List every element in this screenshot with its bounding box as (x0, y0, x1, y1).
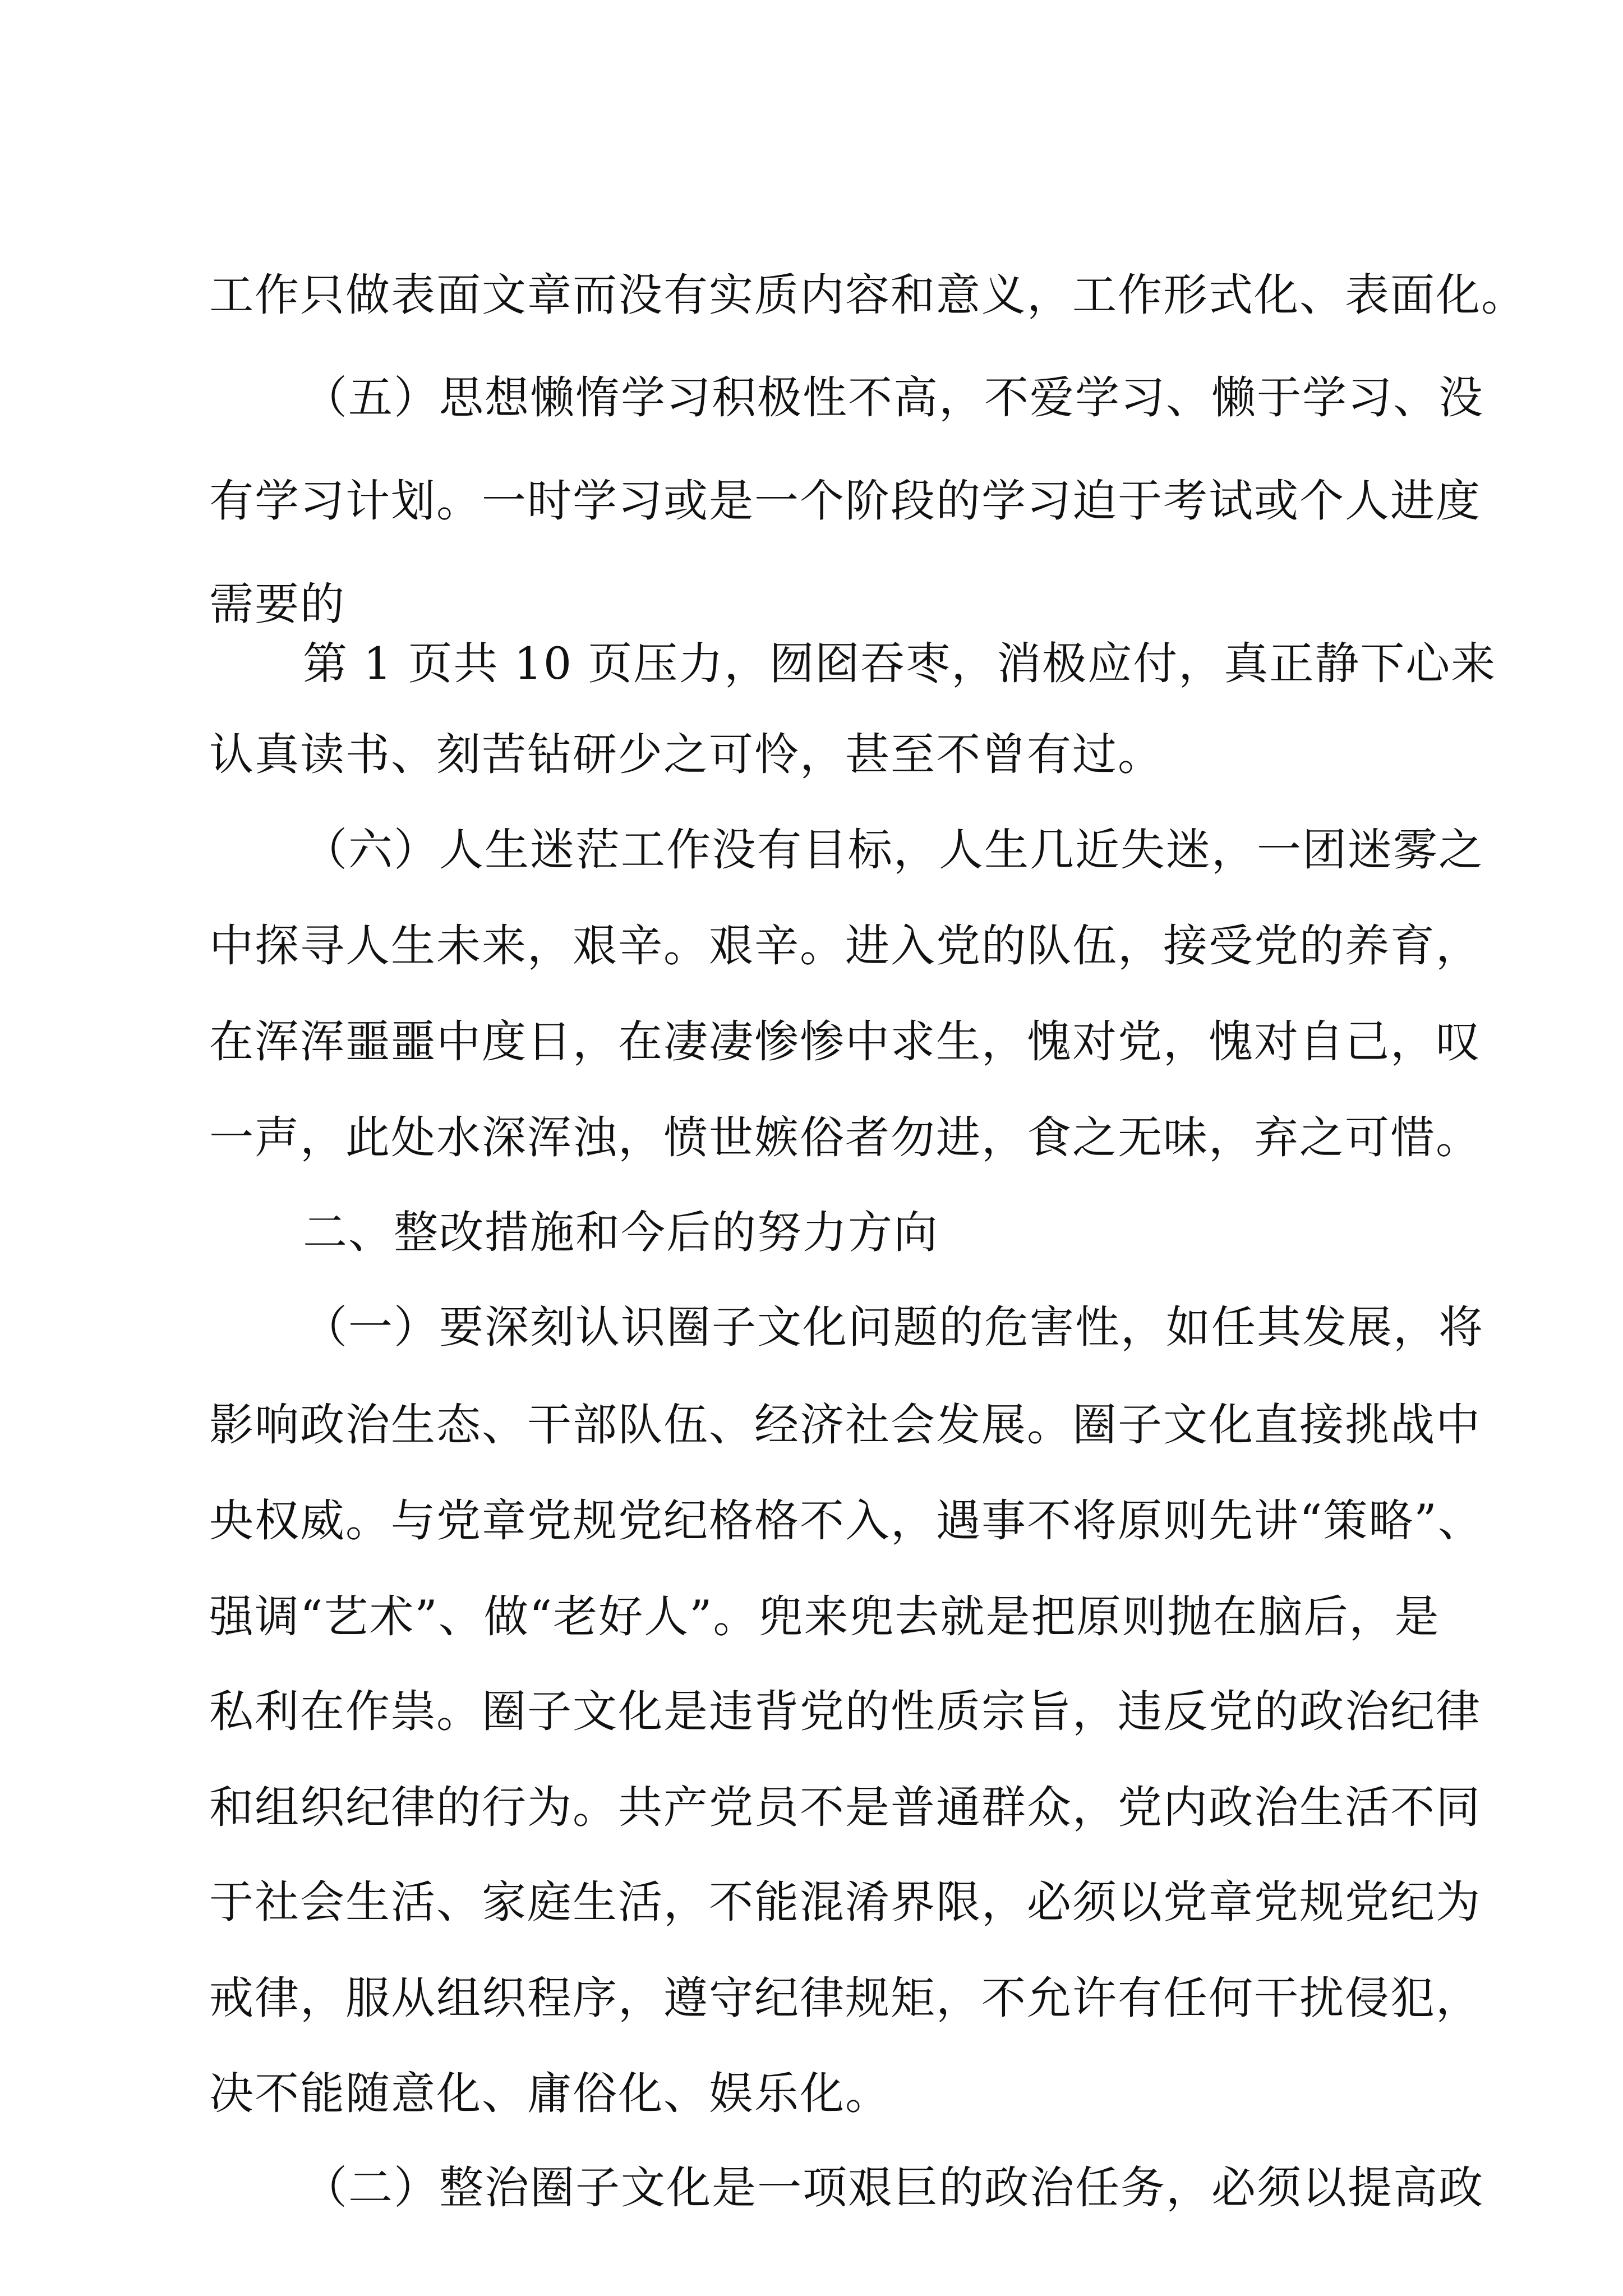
section-heading: 二、整改措施和今后的努力方向 (303, 1207, 939, 1258)
text-line: 强调“艺术”、做“老好人”。兜来兜去就是把原则抛在脑后，是 (209, 1591, 1440, 1642)
text-line: 央权威。与党章党规党纪格格不入，遇事不将原则先讲“策略”、 (209, 1495, 1483, 1547)
text-line: 和组织纪律的行为。共产党员不是普通群众，党内政治生活不同 (209, 1782, 1481, 1833)
text-line: 中探寻人生未来，艰辛。艰辛。进入党的队伍，接受党的养育， (209, 920, 1481, 972)
text-line: 于社会生活、家庭生活，不能混淆界限，必须以党章党规党纪为 (209, 1876, 1481, 1928)
text-line: （二）整治圈子文化是一项艰巨的政治任务，必须以提高政 (303, 2162, 1484, 2214)
text-line: 在浑浑噩噩中度日，在凄凄惨惨中求生，愧对党，愧对自己，叹 (209, 1016, 1481, 1068)
text-line: 有学习计划。一时学习或是一个阶段的学习迫于考试或个人进度 (209, 475, 1481, 527)
text-line: 第 1 页共 10 页压力，囫囵吞枣，消极应付，真正静下心来 (303, 638, 1497, 689)
text-line: （一）要深刻认识圈子文化问题的危害性，如任其发展，将 (303, 1301, 1484, 1353)
text-line: （六）人生迷茫工作没有目标，人生几近失迷，一团迷雾之 (303, 824, 1484, 876)
text-line: 戒律，服从组织程序，遵守纪律规矩，不允许有任何干扰侵犯， (209, 1972, 1481, 2024)
text-line: 影响政治生态、干部队伍、经济社会发展。圈子文化直接挑战中 (209, 1399, 1481, 1451)
text-line: 工作只做表面文章而没有实质内容和意义，工作形式化、表面化。 (209, 269, 1527, 321)
text-line: 决不能随意化、庸俗化、娱乐化。 (209, 2068, 891, 2119)
text-line: 需要的 (209, 578, 345, 630)
text-line: 认真读书、刻苦钻研少之可怜，甚至不曾有过。 (209, 729, 1163, 780)
text-line: （五）思想懒惰学习积极性不高，不爱学习、懒于学习、没 (303, 372, 1484, 424)
text-line: 一声，此处水深浑浊，愤世嫉俗者勿进，食之无味，弃之可惜。 (209, 1112, 1481, 1163)
text-line: 私利在作祟。圈子文化是违背党的性质宗旨，违反党的政治纪律 (209, 1686, 1481, 1737)
